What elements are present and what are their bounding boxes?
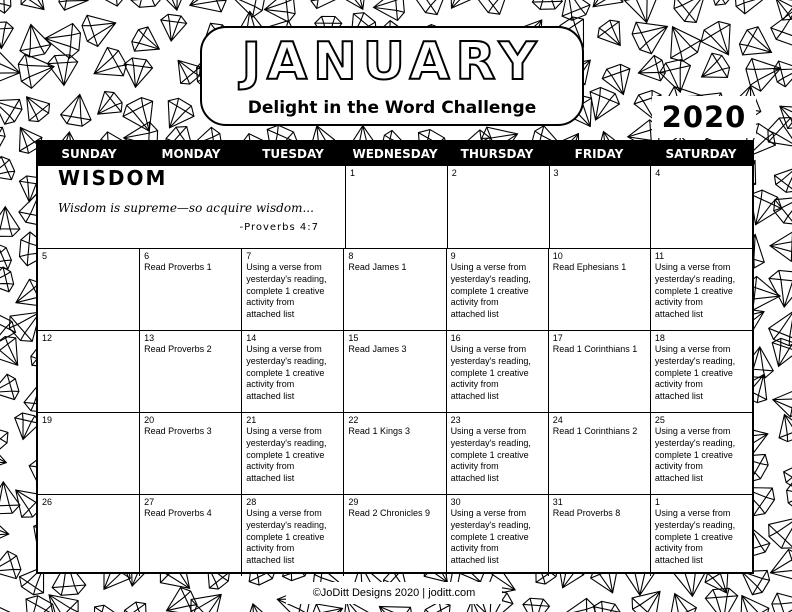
reading-task-line: yesterday's reading, — [654, 273, 736, 284]
year-label: 2020 — [652, 96, 756, 138]
day-cell — [343, 495, 445, 576]
reading-task-line: attached list — [654, 473, 703, 484]
reading-task-line: activity from — [246, 461, 295, 472]
gem-icon — [17, 0, 54, 19]
gem-icon — [0, 22, 14, 50]
day-number: 28 — [246, 497, 257, 507]
day-number: 1 — [654, 497, 660, 507]
gem-icon — [522, 598, 550, 612]
reading-task-line: Read 1 Corinthians 1 — [552, 344, 638, 354]
day-cell — [446, 495, 548, 576]
reading-task-line: complete 1 creative — [654, 449, 733, 460]
gem-icon — [657, 18, 705, 66]
reading-task-line: Read 2 Chronicles 9 — [348, 508, 430, 518]
gem-icon — [766, 305, 792, 349]
gem-icon — [240, 600, 273, 612]
reading-task-line: yesterday's reading, — [450, 273, 531, 284]
gem-icon — [160, 584, 200, 612]
gem-icon — [765, 547, 792, 588]
gem-icon — [694, 49, 734, 89]
reading-task-line: complete 1 creative — [654, 531, 733, 542]
weekday-wednesday: WEDNESDAY — [352, 147, 438, 161]
day-cell — [549, 166, 651, 248]
day-number: 25 — [654, 415, 665, 425]
gem-icon — [158, 13, 187, 42]
reading-task-line: Read 1 Corinthians 2 — [552, 426, 638, 436]
weekday-friday: FRIDAY — [574, 147, 624, 161]
gem-icon — [0, 154, 17, 188]
reading-task-line: activity from — [450, 379, 499, 390]
reading-task-line: Read Proverbs 4 — [144, 508, 212, 518]
day-cell — [241, 495, 343, 576]
reading-task-line: activity from — [654, 379, 703, 390]
day-cell — [548, 249, 650, 330]
reading-task-line: yesterday's reading, — [654, 519, 736, 530]
gem-icon — [635, 54, 667, 86]
reading-task-line: complete 1 creative — [450, 285, 529, 296]
day-cell — [343, 413, 445, 494]
reading-task-line: attached list — [246, 309, 295, 320]
day-number: 14 — [246, 333, 257, 343]
gem-icon — [766, 270, 792, 309]
day-number: 7 — [246, 251, 252, 261]
reading-task-line: attached list — [450, 473, 499, 484]
day-number: 18 — [654, 333, 665, 343]
gem-icon — [0, 415, 13, 457]
theme-quote: Wisdom is supreme—so acquire wisdom... — [58, 201, 314, 215]
reading-task-line: yesterday's reading, — [654, 437, 736, 448]
gem-icon — [532, 0, 563, 10]
gem-icon — [662, 588, 700, 612]
weekday-header — [38, 142, 752, 166]
gem-icon — [0, 241, 14, 276]
day-number: 8 — [348, 251, 354, 261]
day-number: 21 — [246, 415, 257, 425]
reading-task-line: Using a verse from — [450, 344, 527, 354]
challenge-subtitle: Delight in the Word Challenge — [247, 98, 537, 118]
day-number: 4 — [655, 168, 661, 178]
calendar-week-row — [38, 330, 752, 412]
day-cell — [241, 413, 343, 494]
gem-icon — [623, 0, 664, 26]
day-number: 11 — [654, 251, 665, 261]
day-number: 17 — [552, 333, 563, 343]
reading-task-line: yesterday's reading, — [450, 355, 531, 366]
reading-task-line: complete 1 creative — [450, 449, 529, 460]
theme-block — [38, 166, 345, 248]
gem-icon — [47, 54, 79, 86]
gem-icon — [119, 598, 158, 612]
gem-icon — [780, 452, 792, 494]
day-cell — [38, 331, 139, 412]
reading-task-line: activity from — [450, 461, 499, 472]
reading-task-line: complete 1 creative — [450, 367, 529, 378]
day-number: 13 — [144, 333, 155, 343]
reading-task-line: activity from — [246, 543, 295, 554]
gem-icon — [770, 386, 792, 418]
day-cell — [548, 413, 650, 494]
day-cell — [548, 495, 650, 576]
gem-icon — [762, 112, 792, 159]
reading-task-line: Using a verse from — [654, 508, 731, 518]
reading-task-line: Read Proverbs 1 — [144, 262, 212, 272]
reading-task-line: complete 1 creative — [246, 449, 325, 460]
gem-icon — [771, 160, 792, 196]
reading-task-line: Read James 3 — [348, 344, 407, 354]
day-number: 29 — [348, 497, 359, 507]
day-cell — [38, 495, 139, 576]
gem-icon — [562, 598, 595, 612]
weekday-saturday: SATURDAY — [665, 147, 737, 161]
copyright-footer: ©JoDitt Designs 2020 | joditt.com — [286, 582, 502, 604]
day-number: 20 — [144, 415, 155, 425]
reading-task-line: Read James 1 — [348, 262, 407, 272]
gem-icon — [0, 517, 11, 547]
reading-task-line: Read Proverbs 8 — [552, 508, 621, 518]
day-number: 27 — [144, 497, 155, 507]
theme-reference: -Proverbs 4:7 — [239, 222, 319, 233]
day-cell — [345, 166, 447, 248]
day-number: 26 — [42, 497, 53, 507]
gem-icon — [734, 0, 769, 14]
day-cell — [446, 331, 548, 412]
gem-icon — [339, 0, 374, 15]
day-cell — [548, 331, 650, 412]
day-number: 23 — [450, 415, 461, 425]
gem-icon — [0, 372, 21, 405]
gem-icon — [83, 601, 120, 612]
gem-icon — [263, 0, 296, 24]
reading-task-line: activity from — [654, 297, 703, 308]
reading-task-line: Using a verse from — [450, 426, 527, 436]
gem-icon — [705, 588, 740, 612]
calendar-grid — [36, 140, 754, 574]
day-number: 15 — [348, 333, 359, 343]
day-number: 10 — [552, 251, 563, 261]
calendar-week-row — [38, 412, 752, 494]
month-title: JANUARY — [241, 32, 543, 92]
day-number: 9 — [450, 251, 456, 261]
reading-task-line: Using a verse from — [246, 262, 322, 272]
day-cell — [650, 249, 752, 330]
gem-icon — [628, 11, 675, 58]
gem-icon — [769, 231, 792, 261]
reading-task-line: attached list — [450, 391, 499, 402]
gem-icon — [16, 88, 53, 125]
day-number: 3 — [553, 168, 559, 178]
weekday-sunday: SUNDAY — [61, 147, 117, 161]
day-number: 1 — [350, 168, 356, 178]
gem-icon — [0, 266, 15, 297]
reading-task-line: yesterday's reading, — [654, 355, 736, 366]
gem-icon — [121, 57, 153, 89]
reading-task-line: yesterday's reading, — [246, 355, 327, 366]
reading-task-line: attached list — [246, 555, 295, 566]
reading-task-line: Read 1 Kings 3 — [348, 426, 410, 436]
gem-icon — [43, 21, 81, 59]
day-cell — [650, 495, 752, 576]
day-number: 12 — [42, 333, 53, 343]
gem-icon — [183, 0, 229, 22]
reading-task-line: activity from — [654, 543, 703, 554]
day-cell — [241, 249, 343, 330]
day-cell — [446, 249, 548, 330]
day-cell — [139, 249, 241, 330]
gem-icon — [439, 0, 481, 16]
day-cell — [650, 166, 752, 248]
day-cell — [139, 413, 241, 494]
day-cell — [650, 331, 752, 412]
gem-icon — [38, 583, 84, 612]
reading-task-line: attached list — [246, 391, 295, 402]
gem-icon — [581, 84, 623, 126]
reading-task-line: complete 1 creative — [450, 531, 529, 542]
gem-icon — [669, 0, 716, 28]
gem-icon — [582, 0, 629, 19]
reading-task-line: complete 1 creative — [246, 531, 325, 542]
weekday-thursday: THURSDAY — [460, 147, 534, 161]
reading-task-line: Using a verse from — [246, 508, 322, 518]
gem-icon — [589, 600, 622, 612]
reading-task-line: yesterday's reading, — [450, 437, 531, 448]
gem-icon — [786, 481, 792, 510]
gem-icon — [0, 595, 24, 612]
reading-task-line: Read Ephesians 1 — [552, 262, 627, 272]
day-cell — [343, 331, 445, 412]
day-cell — [139, 495, 241, 576]
gem-icon — [58, 0, 91, 14]
reading-task-line: activity from — [246, 379, 295, 390]
reading-task-line: yesterday's reading, — [246, 519, 327, 530]
reading-task-line: attached list — [654, 555, 703, 566]
reading-task-line: Using a verse from — [246, 426, 322, 436]
reading-task-line: yesterday's reading, — [246, 437, 327, 448]
day-number: 2 — [451, 168, 457, 178]
calendar-week-row — [38, 494, 752, 576]
reading-task-line: attached list — [654, 309, 703, 320]
day-number: 19 — [42, 415, 53, 425]
calendar-week-row — [38, 248, 752, 330]
gem-icon — [0, 441, 10, 477]
reading-task-line: activity from — [450, 297, 499, 308]
reading-task-line: Using a verse from — [654, 426, 731, 436]
reading-task-line: attached list — [450, 555, 499, 566]
gem-icon — [310, 0, 340, 11]
calendar-week-row — [38, 166, 752, 248]
reading-task-line: Using a verse from — [450, 262, 527, 272]
weekday-tuesday: TUESDAY — [262, 147, 324, 161]
gem-icon — [129, 0, 163, 8]
gem-icon — [86, 44, 130, 88]
reading-task-line: Read Proverbs 2 — [144, 344, 212, 354]
reading-task-line: yesterday's reading, — [450, 519, 531, 530]
day-cell — [38, 413, 139, 494]
reading-task-line: activity from — [450, 543, 499, 554]
day-cell — [38, 249, 139, 330]
gem-icon — [79, 7, 121, 49]
reading-task-line: Using a verse from — [654, 344, 731, 354]
gem-icon — [473, 0, 519, 19]
day-number: 6 — [144, 251, 150, 261]
gem-icon — [372, 0, 405, 22]
gem-icon — [600, 62, 637, 99]
gem-icon — [128, 24, 166, 62]
reading-task-line: Using a verse from — [246, 344, 322, 354]
gem-icon — [772, 56, 792, 89]
gem-icon — [594, 16, 631, 53]
reading-task-line: complete 1 creative — [654, 367, 733, 378]
gem-icon — [658, 58, 696, 96]
reading-task-line: attached list — [450, 309, 499, 320]
day-cell — [446, 413, 548, 494]
reading-task-line: Using a verse from — [654, 262, 731, 272]
reading-task-line: activity from — [246, 297, 295, 308]
gem-icon — [59, 92, 95, 128]
reading-task-line: complete 1 creative — [246, 285, 325, 296]
title-banner — [200, 26, 584, 126]
reading-task-line: attached list — [654, 391, 703, 402]
theme-title: WISDOM — [58, 166, 168, 190]
gem-icon — [769, 585, 792, 612]
gem-icon — [0, 0, 11, 14]
gem-icon — [763, 506, 792, 554]
gem-icon — [89, 87, 126, 124]
day-cell — [447, 166, 549, 248]
reading-task-line: complete 1 creative — [246, 367, 325, 378]
gem-icon — [0, 207, 20, 237]
day-cell — [343, 249, 445, 330]
day-cell — [241, 331, 343, 412]
reading-task-line: Read Proverbs 3 — [144, 426, 212, 436]
gem-icon — [411, 0, 458, 19]
day-cell — [650, 413, 752, 494]
gem-icon — [699, 0, 739, 10]
reading-task-line: attached list — [246, 473, 295, 484]
weekday-monday: MONDAY — [161, 147, 221, 161]
day-number: 24 — [552, 415, 563, 425]
reading-task-line: yesterday's reading, — [246, 273, 327, 284]
day-number: 5 — [42, 251, 48, 261]
reading-task-line: activity from — [654, 461, 703, 472]
day-cell — [139, 331, 241, 412]
calendar-weeks — [38, 166, 752, 576]
day-number: 30 — [450, 497, 461, 507]
gem-icon — [91, 0, 124, 8]
gem-icon — [0, 88, 26, 127]
reading-task-line: Using a verse from — [450, 508, 527, 518]
gem-icon — [697, 17, 743, 63]
reading-task-line: complete 1 creative — [654, 285, 733, 296]
day-number: 16 — [450, 333, 461, 343]
day-number: 31 — [552, 497, 563, 507]
day-number: 22 — [348, 415, 359, 425]
